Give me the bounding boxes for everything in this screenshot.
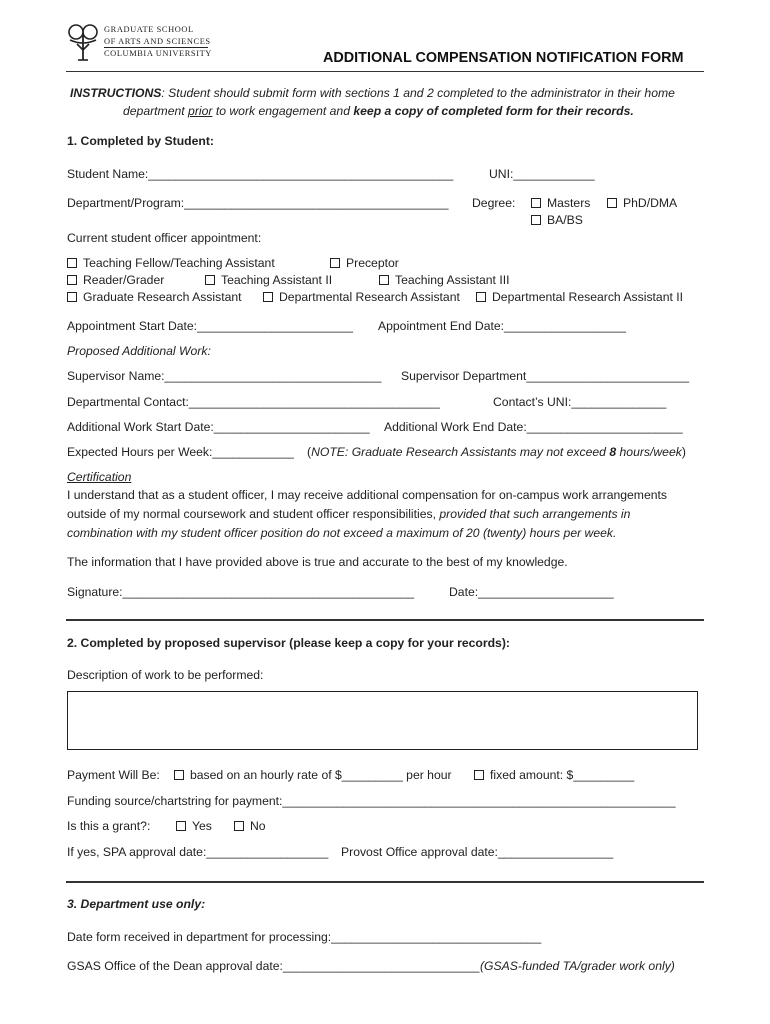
certification-line-3: combination with my student officer position do not exceed a maximum of 20 (twenty) hours per week. (67, 526, 617, 540)
grant-label: Is this a grant?: (67, 819, 151, 833)
work-end-field[interactable]: Additional Work End Date:_______________________ (384, 420, 683, 434)
logo-divider (104, 47, 208, 48)
instructions-label: INSTRUCTIONS (70, 86, 162, 100)
department-program-field[interactable]: Department/Program:_______________________________________ (67, 196, 449, 210)
appointment-start-field[interactable]: Appointment Start Date:_______________________ (67, 319, 353, 333)
opt-reader-grader[interactable]: Reader/Grader (67, 274, 164, 286)
grant-yes-option[interactable]: Yes (176, 820, 212, 832)
degree-phd-option[interactable]: PhD/DMA (607, 197, 677, 209)
hours-note: (NOTE: Graduate Research Assistants may not exceed 8 hours/week) (307, 445, 686, 459)
section-3-heading: 3. Department use only: (67, 897, 206, 911)
degree-label: Degree: (472, 196, 516, 210)
form-title: ADDITIONAL COMPENSATION NOTIFICATION FORM (323, 50, 684, 66)
logo-line-1: GRADUATE SCHOOL (104, 25, 194, 34)
payment-hourly-option[interactable]: based on an hourly rate of $_________ per hour (174, 769, 452, 781)
signature-date-field[interactable]: Date:____________________ (449, 585, 614, 599)
work-description-label: Description of work to be performed: (67, 668, 264, 682)
degree-ba-option[interactable]: BA/BS (531, 214, 583, 226)
fixed-checkbox[interactable] (474, 770, 484, 780)
instructions-line-2: department prior to work engagement and keep a copy of completed form for their records. (123, 104, 634, 118)
provost-approval-field[interactable]: Provost Office approval date:_________________ (341, 845, 614, 859)
teaching-fellow-checkbox[interactable] (67, 258, 77, 268)
departmental-contact-field[interactable]: Departmental Contact:_____________________________________ (67, 395, 440, 409)
opt-preceptor[interactable]: Preceptor (330, 257, 399, 269)
logo (66, 20, 216, 64)
reader-grader-checkbox[interactable] (67, 275, 77, 285)
appointment-end-field[interactable]: Appointment End Date:__________________ (378, 319, 627, 333)
funding-source-field[interactable]: Funding source/chartstring for payment:__________________________________________________________ (67, 794, 676, 808)
opt-gra[interactable]: Graduate Research Assistant (67, 291, 242, 303)
spa-approval-field[interactable]: If yes, SPA approval date:__________________ (67, 845, 329, 859)
gsas-approval-field[interactable]: GSAS Office of the Dean approval date:_____________________________ (67, 959, 480, 973)
expected-hours-field[interactable]: Expected Hours per Week:____________ (67, 445, 294, 459)
section-divider-1 (66, 619, 704, 621)
work-description-input[interactable] (67, 691, 698, 750)
ta-iii-checkbox[interactable] (379, 275, 389, 285)
title-divider (66, 71, 704, 72)
ba-checkbox[interactable] (531, 215, 541, 225)
preceptor-checkbox[interactable] (330, 258, 340, 268)
supervisor-department-field[interactable]: Supervisor Department________________________ (401, 369, 689, 383)
certification-line-1: I understand that as a student officer, I may receive additional compensation for on-campus work arrangements (67, 488, 667, 502)
student-name-field[interactable]: Student Name:_____________________________________________ (67, 167, 454, 181)
instructions-line-1: INSTRUCTIONS: Student should submit form with sections 1 and 2 completed to the administrator in their home (70, 86, 675, 100)
masters-checkbox[interactable] (531, 198, 541, 208)
grant-no-option[interactable]: No (234, 820, 266, 832)
contact-uni-field[interactable]: Contact’s UNI:______________ (493, 395, 667, 409)
opt-teaching-fellow[interactable]: Teaching Fellow/Teaching Assistant (67, 257, 275, 269)
logo-line-3: COLUMBIA UNIVERSITY (104, 49, 212, 58)
information-true-statement: The information that I have provided above is true and accurate to the best of my knowledge. (67, 555, 568, 569)
work-start-field[interactable]: Additional Work Start Date:_______________________ (67, 420, 370, 434)
opt-dra[interactable]: Departmental Research Assistant (263, 291, 460, 303)
opt-dra-ii[interactable]: Departmental Research Assistant II (476, 291, 683, 303)
uni-field[interactable]: UNI:____________ (489, 167, 595, 181)
signature-field[interactable]: Signature:___________________________________________ (67, 585, 415, 599)
phd-checkbox[interactable] (607, 198, 617, 208)
degree-masters-option[interactable]: Masters (531, 197, 590, 209)
section-divider-2 (66, 881, 704, 883)
certification-line-2: outside of my normal coursework and student officer responsibilities, provided that such arrangements in (67, 507, 631, 521)
date-received-field[interactable]: Date form received in department for processing:_______________________________ (67, 930, 542, 944)
gra-checkbox[interactable] (67, 292, 77, 302)
grant-yes-checkbox[interactable] (176, 821, 186, 831)
grant-no-checkbox[interactable] (234, 821, 244, 831)
dra-ii-checkbox[interactable] (476, 292, 486, 302)
opt-ta-ii[interactable]: Teaching Assistant II (205, 274, 332, 286)
gsas-approval-note: (GSAS-funded TA/grader work only) (480, 959, 675, 973)
payment-fixed-option[interactable]: fixed amount: $_________ (474, 769, 634, 781)
hourly-checkbox[interactable] (174, 770, 184, 780)
supervisor-name-field[interactable]: Supervisor Name:________________________________ (67, 369, 382, 383)
appointment-label: Current student officer appointment: (67, 231, 262, 245)
university-crown-icon (66, 20, 100, 62)
logo-line-2: OF ARTS AND SCIENCES (104, 37, 211, 46)
payment-label: Payment Will Be: (67, 768, 160, 782)
ta-ii-checkbox[interactable] (205, 275, 215, 285)
opt-ta-iii[interactable]: Teaching Assistant III (379, 274, 510, 286)
dra-checkbox[interactable] (263, 292, 273, 302)
section-1-heading: 1. Completed by Student: (67, 134, 214, 148)
proposed-work-heading: Proposed Additional Work: (67, 344, 211, 358)
section-2-heading: 2. Completed by proposed supervisor (please keep a copy for your records): (67, 636, 510, 650)
certification-heading: Certification (67, 470, 132, 484)
